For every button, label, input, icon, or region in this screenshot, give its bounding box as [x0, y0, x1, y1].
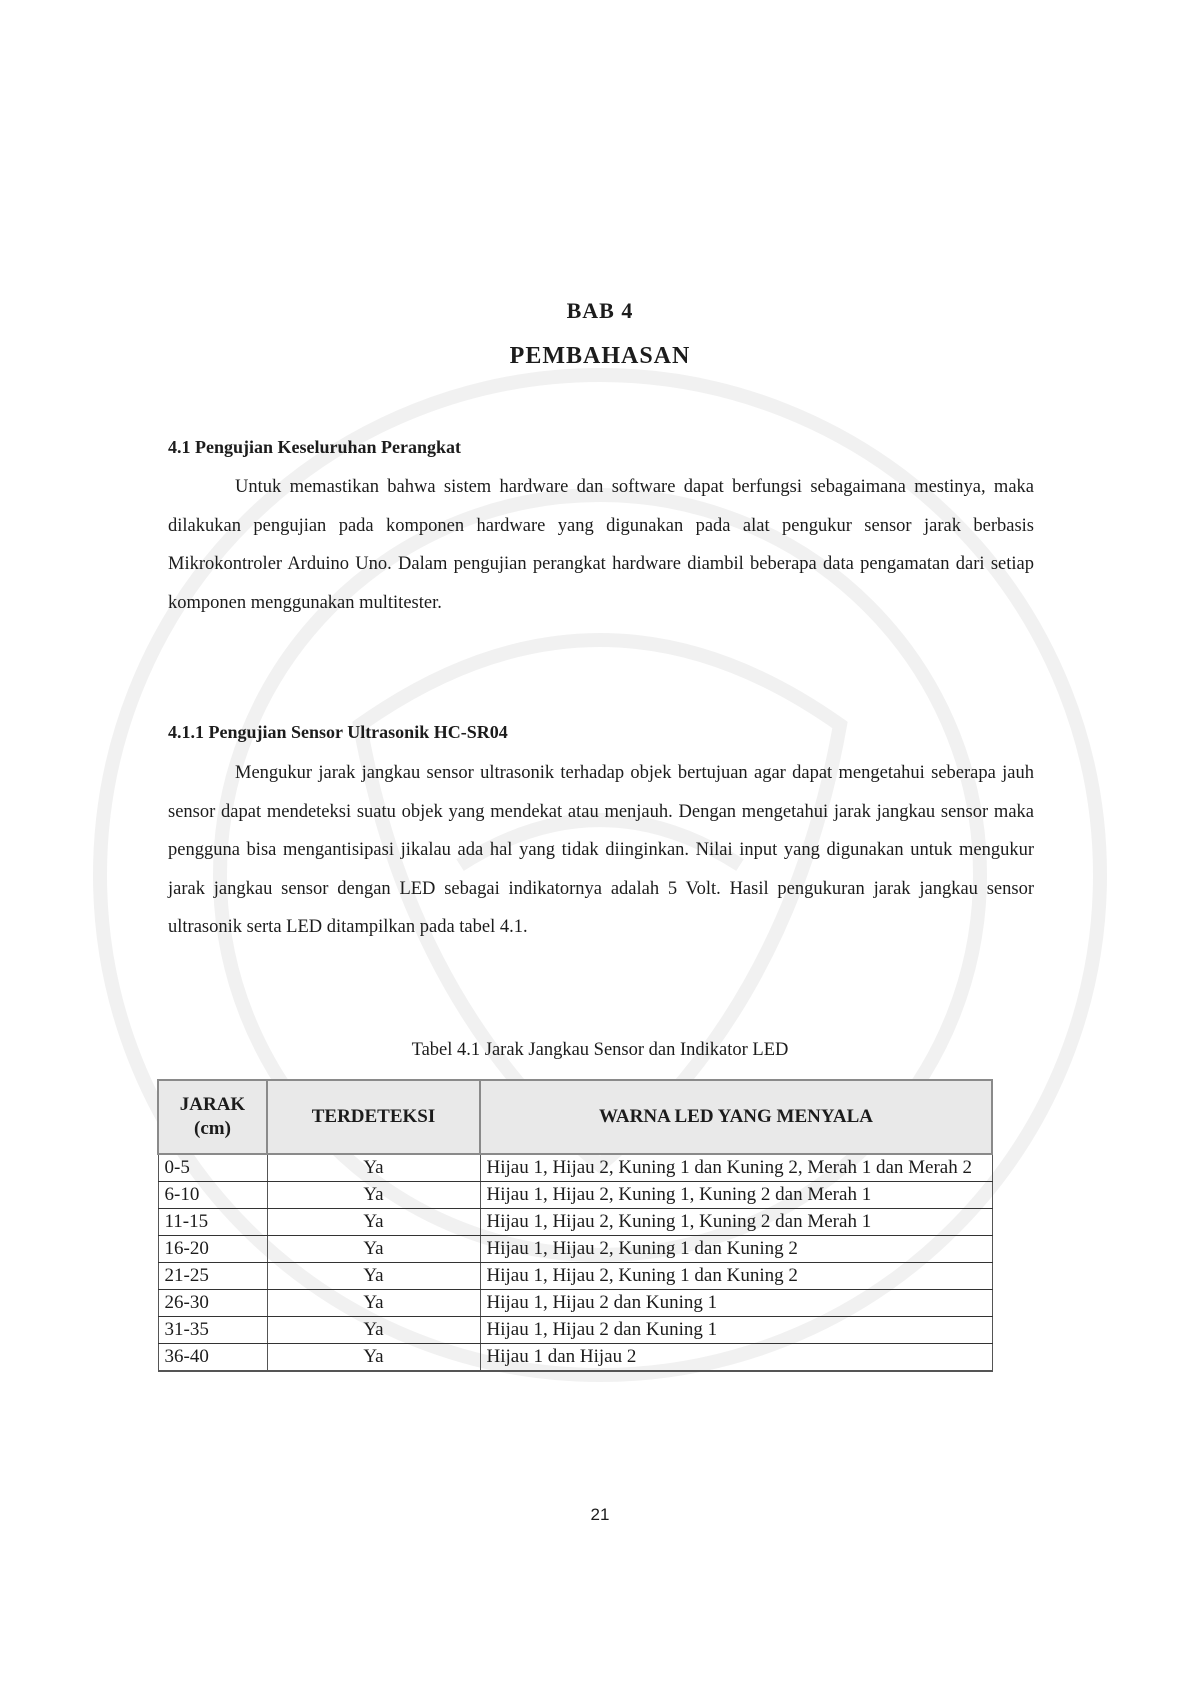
cell-warna-led: Hijau 1 dan Hijau 2	[480, 1344, 992, 1372]
led-range-table	[157, 1079, 993, 1372]
header-terdeteksi: TERDETEKSI	[267, 1080, 480, 1154]
page-number: 21	[590, 1505, 610, 1524]
cell-terdeteksi: Ya	[267, 1290, 480, 1317]
table-header-row	[158, 1080, 992, 1154]
cell-warna-led: Hijau 1, Hijau 2, Kuning 1 dan Kuning 2	[480, 1263, 992, 1290]
cell-terdeteksi: Ya	[267, 1182, 480, 1209]
cell-warna-led: Hijau 1, Hijau 2, Kuning 1, Kuning 2 dan Merah 1	[480, 1209, 992, 1236]
subsection-heading: 4.1.1 Pengujian Sensor Ultrasonik HC-SR04	[168, 722, 508, 742]
table-row	[158, 1317, 992, 1344]
cell-warna-led: Hijau 1, Hijau 2 dan Kuning 1	[480, 1290, 992, 1317]
cell-terdeteksi: Ya	[267, 1317, 480, 1344]
cell-warna-led: Hijau 1, Hijau 2, Kuning 1 dan Kuning 2, Merah 1 dan Merah 2	[480, 1154, 992, 1182]
cell-jarak: 11-15	[158, 1209, 267, 1236]
cell-terdeteksi: Ya	[267, 1263, 480, 1290]
table-caption: Tabel 4.1 Jarak Jangkau Sensor dan Indikator LED	[411, 1040, 789, 1060]
header-jarak: JARAK (cm)	[158, 1080, 267, 1154]
cell-warna-led: Hijau 1, Hijau 2, Kuning 1 dan Kuning 2	[480, 1236, 992, 1263]
table-row	[158, 1236, 992, 1263]
table-row	[158, 1290, 992, 1317]
chapter-number: BAB 4	[566, 298, 634, 323]
cell-jarak: 6-10	[158, 1182, 267, 1209]
table-row	[158, 1344, 992, 1372]
cell-jarak: 0-5	[158, 1154, 267, 1182]
table-row	[158, 1182, 992, 1209]
cell-terdeteksi: Ya	[267, 1236, 480, 1263]
table-row	[158, 1154, 992, 1182]
cell-jarak: 16-20	[158, 1236, 267, 1263]
cell-jarak: 31-35	[158, 1317, 267, 1344]
header-warna-led: WARNA LED YANG MENYALA	[480, 1080, 992, 1154]
cell-jarak: 36-40	[158, 1344, 267, 1372]
cell-terdeteksi: Ya	[267, 1154, 480, 1182]
table-row	[158, 1209, 992, 1236]
cell-warna-led: Hijau 1, Hijau 2 dan Kuning 1	[480, 1317, 992, 1344]
chapter-title: PEMBAHASAN	[509, 343, 691, 369]
cell-jarak: 21-25	[158, 1263, 267, 1290]
cell-terdeteksi: Ya	[267, 1344, 480, 1372]
cell-terdeteksi: Ya	[267, 1209, 480, 1236]
table-row	[158, 1263, 992, 1290]
section-heading: 4.1 Pengujian Keseluruhan Perangkat	[168, 437, 462, 457]
cell-jarak: 26-30	[158, 1290, 267, 1317]
subsection-paragraph: Mengukur jarak jangkau sensor ultrasonik terhadap objek bertujuan agar dapat mengetahui seberapa jauh sensor dapat mendeteksi suatu objek yang mendekat atau menjauh. Dengan mengetahui jarak jangkau sensor maka pengguna bisa mengantisipasi jikalau ada hal yang tidak diinginkan. Nilai input yang digunakan untuk mengukur jarak jangkau sensor dengan LED sebagai indikatornya adalah 5 Volt. Hasil pengukuran jarak jangkau sensor ultrasonik serta LED ditampilkan pada tabel 4.1.	[168, 763, 1034, 937]
section-paragraph: Untuk memastikan bahwa sistem hardware dan software dapat berfungsi sebagaimana mestinya, maka dilakukan pengujian pada komponen hardware yang digunakan pada alat pengukur sensor jarak berbasis Mikrokontroler Arduino Uno. Dalam pengujian perangkat hardware diambil beberapa data pengamatan dari setiap komponen menggunakan multitester.	[168, 477, 1034, 613]
cell-warna-led: Hijau 1, Hijau 2, Kuning 1, Kuning 2 dan Merah 1	[480, 1182, 992, 1209]
